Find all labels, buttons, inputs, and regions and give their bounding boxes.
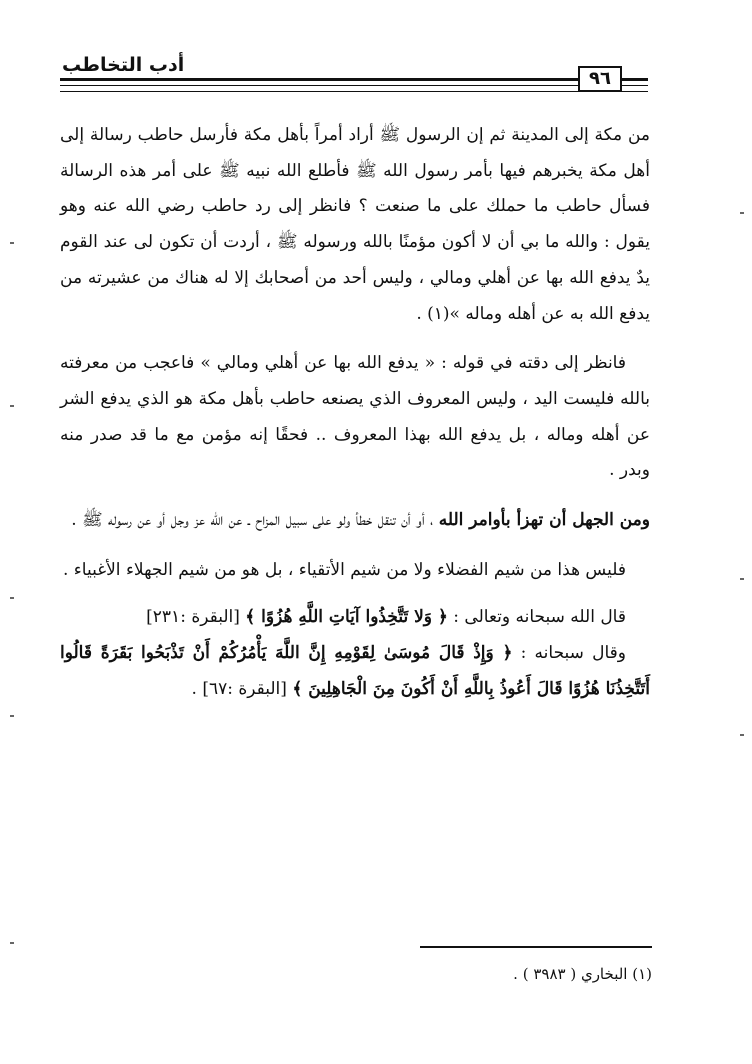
scan-mark <box>740 578 744 580</box>
scan-mark <box>10 715 14 717</box>
header-rule <box>60 78 580 92</box>
quran-quote-2 <box>60 636 650 707</box>
bold-lead-text: ومن الجهل أن تهزأ بأوامر الله <box>438 510 650 531</box>
quran-verse: ﴿ وَلا تَتَّخِذُوا آيَاتِ اللَّهِ هُزُوًا ﴾ <box>245 607 448 628</box>
page-body <box>60 118 650 708</box>
scan-mark <box>740 734 744 736</box>
header-rule-short <box>622 78 648 92</box>
page-number: ٩٦ <box>578 66 622 92</box>
scan-mark <box>10 242 14 244</box>
paragraph-reflection: فانظر إلى دقته في قوله : « يدفع الله بها عن أهلي ومالي » فاعجب من معرفته بالله فليست اليد ، وليس المعروف الذي يصنعه حاطب بأهل مكة هو الذي يدفع الشر عن أهله وماله ، بل يدفع الله بهذا المعروف .. فحقًا إنه مؤمن مع ما قد صدر منه وبدر . <box>60 353 650 481</box>
scan-mark <box>10 597 14 599</box>
footnote-rule <box>420 946 652 948</box>
verse-reference: [البقرة :٢٣١] <box>146 607 240 628</box>
scan-mark <box>10 405 14 407</box>
running-title: أدب التخاطب <box>62 54 185 76</box>
quran-quote-1 <box>60 600 650 636</box>
quote-intro: قال الله سبحانه وتعالى : <box>453 607 626 628</box>
footnote: (١) البخاري ( ٣٩٨٣ ) . <box>513 965 652 983</box>
scan-mark <box>10 942 14 944</box>
paragraph-mockery-warning <box>60 503 650 539</box>
quote-intro: وقال سبحانه : <box>520 643 626 664</box>
paragraph-hatib-story: من مكة إلى المدينة ثم إن الرسول ﷺ أراد أمراً بأهل مكة فأرسل حاطب رسالة إلى أهل مكة يخبرهم فيها بأمر رسول الله ﷺ فأطلع الله نبيه ﷺ على أمر هذه الرسالة فسأل حاطب ما حملك على ما صنعت ؟ فانظر إلى رد حاطب رضي الله عنه وهو يقول : والله ما بي أن لا أكون مؤمنًا بالله ورسوله ﷺ ، أردت أن تكون لى عند القوم يدٌ يدفع الله بها عن أهلي ومالي ، وليس أحد من أصحابك إلا له هناك من عشيرته من يدفع الله به عن أهله وماله »(١) . <box>60 125 650 324</box>
scan-mark <box>740 212 744 214</box>
paragraph-character: فليس هذا من شيم الفضلاء ولا من شيم الأتقياء ، بل هو من شيم الجهلاء الأغبياء . <box>62 559 626 580</box>
paragraph-text: ، أو أن تنقل خطأ ولو على سبيل المزاح ـ عن الله عز وجل أو عن رسوله ﷺ . <box>71 510 434 531</box>
verse-reference: [البقرة :٦٧] . <box>191 678 287 699</box>
quran-verse: ﴿ وَإِذْ قَالَ مُوسَىٰ لِقَوْمِهِ إِنَّ اللَّهَ يَأْمُرُكُمْ أَنْ تَذْبَحُوا بَقَرَةً قَالُوا أَتَتَّخِذُنَا هُزُوًا قَالَ أَعُوذُ بِاللَّهِ أَنْ أَكُونَ مِنَ الْجَاهِلِينَ ﴾ <box>60 643 650 699</box>
